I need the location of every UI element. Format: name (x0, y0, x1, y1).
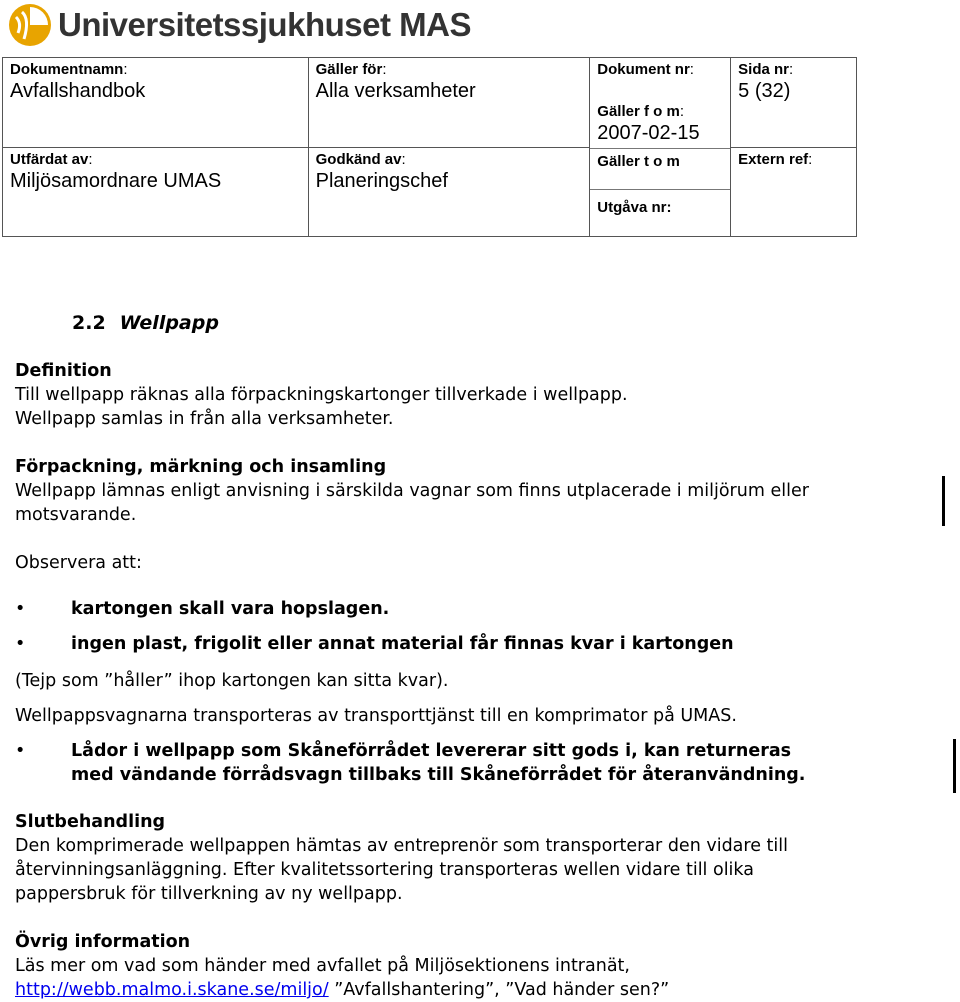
definition-line-2: Wellpapp samlas in från alla verksamheter. (15, 409, 394, 429)
galler-for-label: Gäller för (315, 61, 383, 78)
extern-ref-cell: Extern ref: (731, 147, 857, 237)
forpackning-line-1: Wellpapp lämnas enligt anvisning i särskilda vagnar som finns utplacerade i miljörum eller (15, 481, 809, 501)
bullet-text-2: ingen plast, frigolit eller annat material får finnas kvar i kartongen (71, 634, 734, 654)
godkand-cell: Godkänd av: Planeringschef (308, 147, 590, 237)
utfardat-label: Utfärdat av (10, 150, 89, 168)
section-heading (72, 312, 219, 334)
dokumentnamn-value: Avfallshandbok (10, 80, 146, 102)
ovrig-line-2 (15, 978, 669, 1002)
document-header-table (2, 57, 857, 237)
utfardat-cell: Utfärdat av: Miljösamordnare UMAS (3, 147, 309, 237)
hospital-logo (8, 3, 471, 47)
section-number: 2.2 (72, 312, 106, 334)
sida-cell: Sida nr: 5 (32) (731, 58, 857, 148)
forpackning-line-2: motsvarande. (15, 505, 137, 525)
galler-for-value: Alla verksamheter (315, 80, 476, 102)
dokumentnamn-cell: Dokumentnamn: Avfallshandbok (3, 58, 309, 148)
tejp-note: (Tejp som ”håller” ihop kartongen kan sitta kvar). (15, 671, 449, 691)
utgava-label: Utgåva nr: (597, 199, 672, 216)
dokument-nr-label: Dokument nr (597, 61, 690, 78)
dokumentnamn-label: Dokumentnamn (10, 61, 124, 78)
bullet-text-1: kartongen skall vara hopslagen. (71, 599, 390, 619)
definition-heading: Definition (15, 361, 112, 381)
forpackning-heading: Förpackning, märkning och insamling (15, 457, 387, 477)
ovrig-line-1: Läs mer om vad som händer med avfallet på Miljösektionens intranät, (15, 956, 630, 976)
bullet-icon: • (15, 634, 26, 654)
galler-fom-value: 2007-02-15 (597, 122, 700, 144)
observera-label: Observera att: (15, 553, 142, 573)
logo-name: Universitetssjukhuset MAS (58, 6, 471, 43)
bullet-icon: • (15, 599, 26, 619)
bullet-icon: • (15, 741, 26, 761)
slutbehandling-heading: Slutbehandling (15, 812, 166, 832)
extern-ref-label: Extern ref (738, 150, 809, 168)
definition-line-1: Till wellpapp räknas alla förpackningskartonger tillverkade i wellpapp. (15, 385, 628, 405)
bullet-text-3-line-2: med vändande förrådsvagn tillbaks till Skåneförrådet för återanvändning. (71, 765, 806, 785)
godkand-value: Planeringschef (315, 169, 448, 192)
galler-for-cell: Gäller för: Alla verksamheter (308, 58, 590, 148)
dates-cell: Dokument nr: Gäller f o m: 2007-02-15 Gäller t o m Utgåva nr: (590, 58, 731, 237)
sida-value: 5 (32) (738, 80, 791, 102)
slutbehandling-line-2: återvinningsanläggning. Efter kvalitetssortering transporteras wellen vidare till olika (15, 860, 754, 880)
change-bar (953, 739, 956, 793)
ovrig-link-suffix: ”Avfallshantering”, ”Vad händer sen?” (328, 980, 670, 1000)
galler-tom-label: Gäller t o m (597, 153, 680, 170)
bullet-text-3-line-1: Lådor i wellpapp som Skåneförrådet levererar sitt gods i, kan returneras (71, 741, 792, 761)
utfardat-value: Miljösamordnare UMAS (10, 169, 222, 192)
section-title: Wellpapp (119, 312, 219, 334)
slutbehandling-line-3: pappersbruk för tillverkning av ny wellpapp. (15, 884, 403, 904)
galler-fom-label: Gäller f o m (597, 103, 680, 120)
slutbehandling-line-1: Den komprimerade wellpappen hämtas av entreprenör som transporterar den vidare till (15, 836, 788, 856)
sun-emblem-icon (8, 3, 52, 47)
transport-note: Wellpappsvagnarna transporteras av transporttjänst till en komprimator på UMAS. (15, 706, 737, 726)
change-bar (942, 476, 945, 526)
miljo-intranet-link[interactable]: http://webb.malmo.i.skane.se/miljo/ (15, 980, 329, 1000)
ovrig-heading: Övrig information (15, 932, 191, 952)
sida-label: Sida nr (738, 61, 789, 78)
godkand-label: Godkänd av (315, 150, 402, 168)
